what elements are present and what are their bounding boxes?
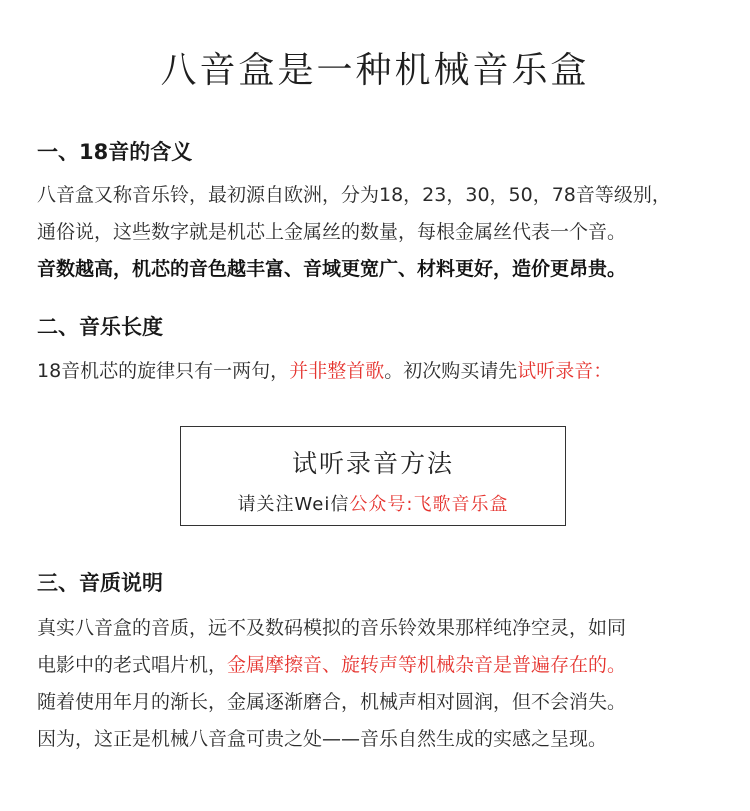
paragraph-line: 随着使用年月的渐长，金属逐渐磨合，机械声相对圆润，但不会消失。 — [37, 691, 627, 713]
paragraph-line: 八音盒又称音乐铃，最初源自欧洲，分为18，23，30，50，78音等级别， — [37, 184, 671, 206]
page-title: 八音盒是一种机械音乐盒 — [160, 50, 590, 91]
section-heading-music-length: 二、音乐长度 — [37, 315, 163, 339]
paragraph-line — [37, 353, 737, 390]
highlight-text: 试听录音： — [517, 360, 613, 382]
paragraph-line: 真实八音盒的音质，远不及数码模拟的音乐铃效果那样纯净空灵，如同 — [37, 617, 627, 639]
paragraph-line: 通俗说，这些数字就是机芯上金属丝的数量，每根金属丝代表一个音。 — [37, 221, 627, 243]
text-segment: 18音机芯的旋律只有一两句， — [37, 360, 290, 382]
section-heading-18-tones: 一、18音的含义 — [37, 140, 193, 164]
paragraph-line: 因为，这正是机械八音盒可贵之处——音乐自然生成的实感之呈现。 — [37, 728, 608, 750]
section-paragraph-18-tones — [37, 177, 737, 288]
text-segment: 电影中的老式唱片机， — [37, 654, 228, 676]
text-segment: 。初次购买请先 — [384, 360, 518, 382]
audition-method-box — [180, 426, 566, 526]
section-heading-sound-quality: 三、音质说明 — [37, 571, 163, 595]
paragraph-line — [37, 647, 737, 684]
text-segment: 请关注Wei信 — [237, 494, 350, 515]
box-title: 试听录音方法 — [291, 449, 454, 478]
highlight-text: 并非整首歌 — [289, 360, 385, 382]
paragraph-line-bold: 音数越高，机芯的音色越丰富、音域更宽广、材料更好，造价更昂贵。 — [37, 258, 627, 280]
section-paragraph-sound-quality — [37, 610, 737, 758]
highlight-text: 金属摩擦音、旋转声等机械杂音是普遍存在的。 — [227, 654, 627, 676]
highlight-text: 公众号:飞歌音乐盒 — [349, 494, 509, 515]
box-subtitle — [181, 490, 565, 516]
section-paragraph-music-length — [37, 353, 737, 390]
